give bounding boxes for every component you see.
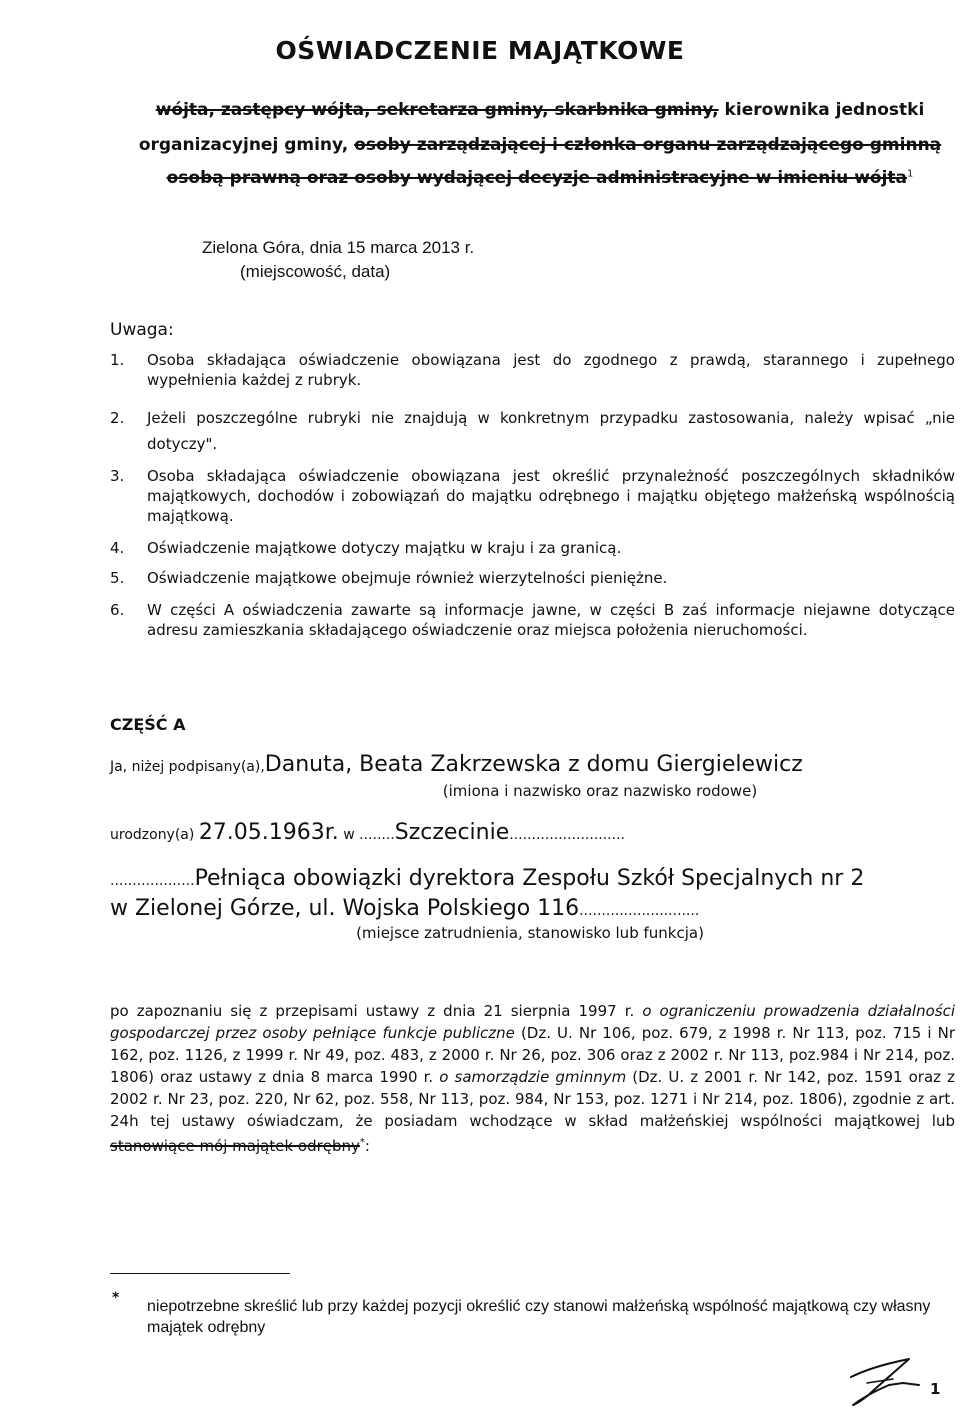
note-number: 3. — [110, 467, 125, 485]
role-line-3 — [120, 168, 960, 188]
footnote-mark: * — [112, 1290, 120, 1306]
birth-place: Szczecinie — [394, 820, 510, 845]
paragraph-text-1: po zapoznaniu się z przepisami ustawy z dnia 21 sierpnia 1997 r. — [110, 1002, 643, 1020]
footnote-text: niepotrzebne skreślić lub przy każdej pozycji określić czy stanowi małżeńską wspólność majątkową czy własny majątek odrębny — [147, 1298, 931, 1336]
note-text: Osoba składająca oświadczenie obowiązana jest określić przynależność poszczególnych składników majątkowych, dochodów i zobowiązań do majątku odrębnego i majątku objętego małżeńską wspólnością majątkową. — [147, 467, 955, 525]
note-number: 4. — [110, 539, 125, 557]
employment-dots: ................... — [110, 873, 195, 889]
note-number: 1. — [110, 351, 125, 369]
note-item-6 — [110, 600, 955, 640]
part-a-heading: CZĘŚĆ A — [110, 715, 186, 734]
place-date-value: Zielona Góra, dnia 15 marca 2013 r. — [202, 238, 475, 257]
note-text: Oświadczenie majątkowe dotyczy majątku w kraju i za granicą. — [147, 539, 622, 557]
document-title: OŚWIADCZENIE MAJĄTKOWE — [275, 36, 685, 65]
place-date-caption: (miejscowość, data) — [240, 262, 391, 281]
note-text: Osoba składająca oświadczenie obowiązana jest do zgodnego z prawdą, starannego i zupełnego wypełnienia każdej z rubryk. — [147, 351, 955, 389]
page-number: 1 — [930, 1380, 941, 1398]
declarant-name-caption: (imiona i nazwisko oraz nazwisko rodowe) — [442, 782, 758, 800]
employment-line-1 — [110, 866, 864, 891]
paragraph-struck-text: stanowiące mój majątek odrębny — [110, 1137, 360, 1155]
birth-line — [110, 820, 625, 845]
birth-dots-2: .......................... — [509, 827, 625, 843]
employment-line-2 — [110, 896, 699, 921]
employment-dots-2: ........................... — [579, 903, 700, 919]
declarant-name-value: Danuta, Beata Zakrzewska z domu Giergielewicz — [264, 752, 803, 777]
signature-initials — [845, 1355, 925, 1410]
kept-role-2: organizacyjnej gminy, — [138, 135, 355, 155]
footnote-ref-1: 1 — [907, 168, 914, 180]
employment-value-1: Pełniąca obowiązki dyrektora Zespołu Szkół Specjalnych nr 2 — [194, 866, 865, 891]
note-item-3 — [110, 466, 955, 526]
employment-value-2: w Zielonej Górze, ul. Wojska Polskiego 116 — [110, 896, 580, 921]
notes-heading: Uwaga: — [110, 320, 174, 340]
paragraph-text-2: (Dz. U. Nr 106, poz. 679, z 1998 r. Nr 113, poz. 715 i Nr 162, poz. 1126, z 1999 r. Nr 49, poz. 483, z 2000 r. Nr 26, poz. 306 oraz z 2002 r. Nr 113, poz.984 i Nr 214, poz. 1806) oraz ustawy z dnia 8 marca 1990 r. — [110, 1024, 955, 1086]
declaration-paragraph — [110, 1000, 955, 1157]
note-number: 2. — [110, 409, 125, 427]
footnote-divider — [110, 1273, 290, 1274]
kept-role-1: kierownika jednostki — [718, 100, 925, 120]
note-text: W części A oświadczenia zawarte są informacje jawne, w części B zaś informacje niejawne dotyczące adresu zamieszkania składającego oświadczenie oraz miejsca położenia nieruchomości. — [147, 601, 955, 639]
struck-roles-3: osobą prawną oraz osoby wydającej decyzje administracyjne w imieniu wójta — [166, 168, 907, 188]
note-number: 5. — [110, 569, 125, 587]
note-number: 6. — [110, 601, 125, 619]
paragraph-colon: : — [364, 1137, 370, 1155]
birth-date: 27.05.1963r. — [198, 820, 339, 845]
paragraph-footnote-ref: * — [359, 1137, 365, 1148]
birth-dots-1: ........ — [359, 827, 395, 843]
birth-in-label: w — [338, 827, 360, 843]
paragraph-text-3: (Dz. U. z 2001 r. Nr 142, poz. 1591 oraz z 2002 r. Nr 23, poz. 220, Nr 62, poz. 558, Nr 113, poz. 984, Nr 153, poz. 1271 i Nr 214, poz. 1806), zgodnie z art. 24h tej ustawy oświadczam, że posiadam wchodzące w skład małżeńskiej wspólności majątkowej lub — [110, 1068, 955, 1130]
struck-roles-2: osoby zarządzającej i członka organu zarządzającego gminną — [354, 135, 942, 155]
role-line-1 — [120, 100, 960, 120]
struck-roles-1: wójta, zastępcy wójta, sekretarza gminy, skarbnika gminy, — [155, 100, 719, 120]
note-text: Oświadczenie majątkowe obejmuje również wierzytelności pieniężne. — [147, 569, 668, 587]
role-line-2 — [120, 135, 960, 155]
declarant-name-prefix: Ja, niżej podpisany(a), — [110, 759, 265, 775]
employment-caption: (miejsce zatrudnienia, stanowisko lub funkcja) — [356, 924, 704, 942]
note-text: Jeżeli poszczególne rubryki nie znajdują w konkretnym przypadku zastosowania, należy wpisać „nie dotyczy". — [147, 409, 955, 453]
note-item-4 — [110, 538, 955, 558]
paragraph-act-title-2: o samorządzie gminnym — [439, 1068, 627, 1086]
birth-prefix: urodzony(a) — [110, 827, 199, 843]
note-item-2 — [110, 405, 955, 457]
paragraph-act-title-1: o ograniczeniu prowadzenia działalności gospodarczej przez osoby pełniące funkcje publiczne — [110, 1002, 955, 1042]
note-item-1 — [110, 350, 955, 390]
declarant-name-line — [110, 752, 803, 777]
note-item-5 — [110, 568, 955, 588]
